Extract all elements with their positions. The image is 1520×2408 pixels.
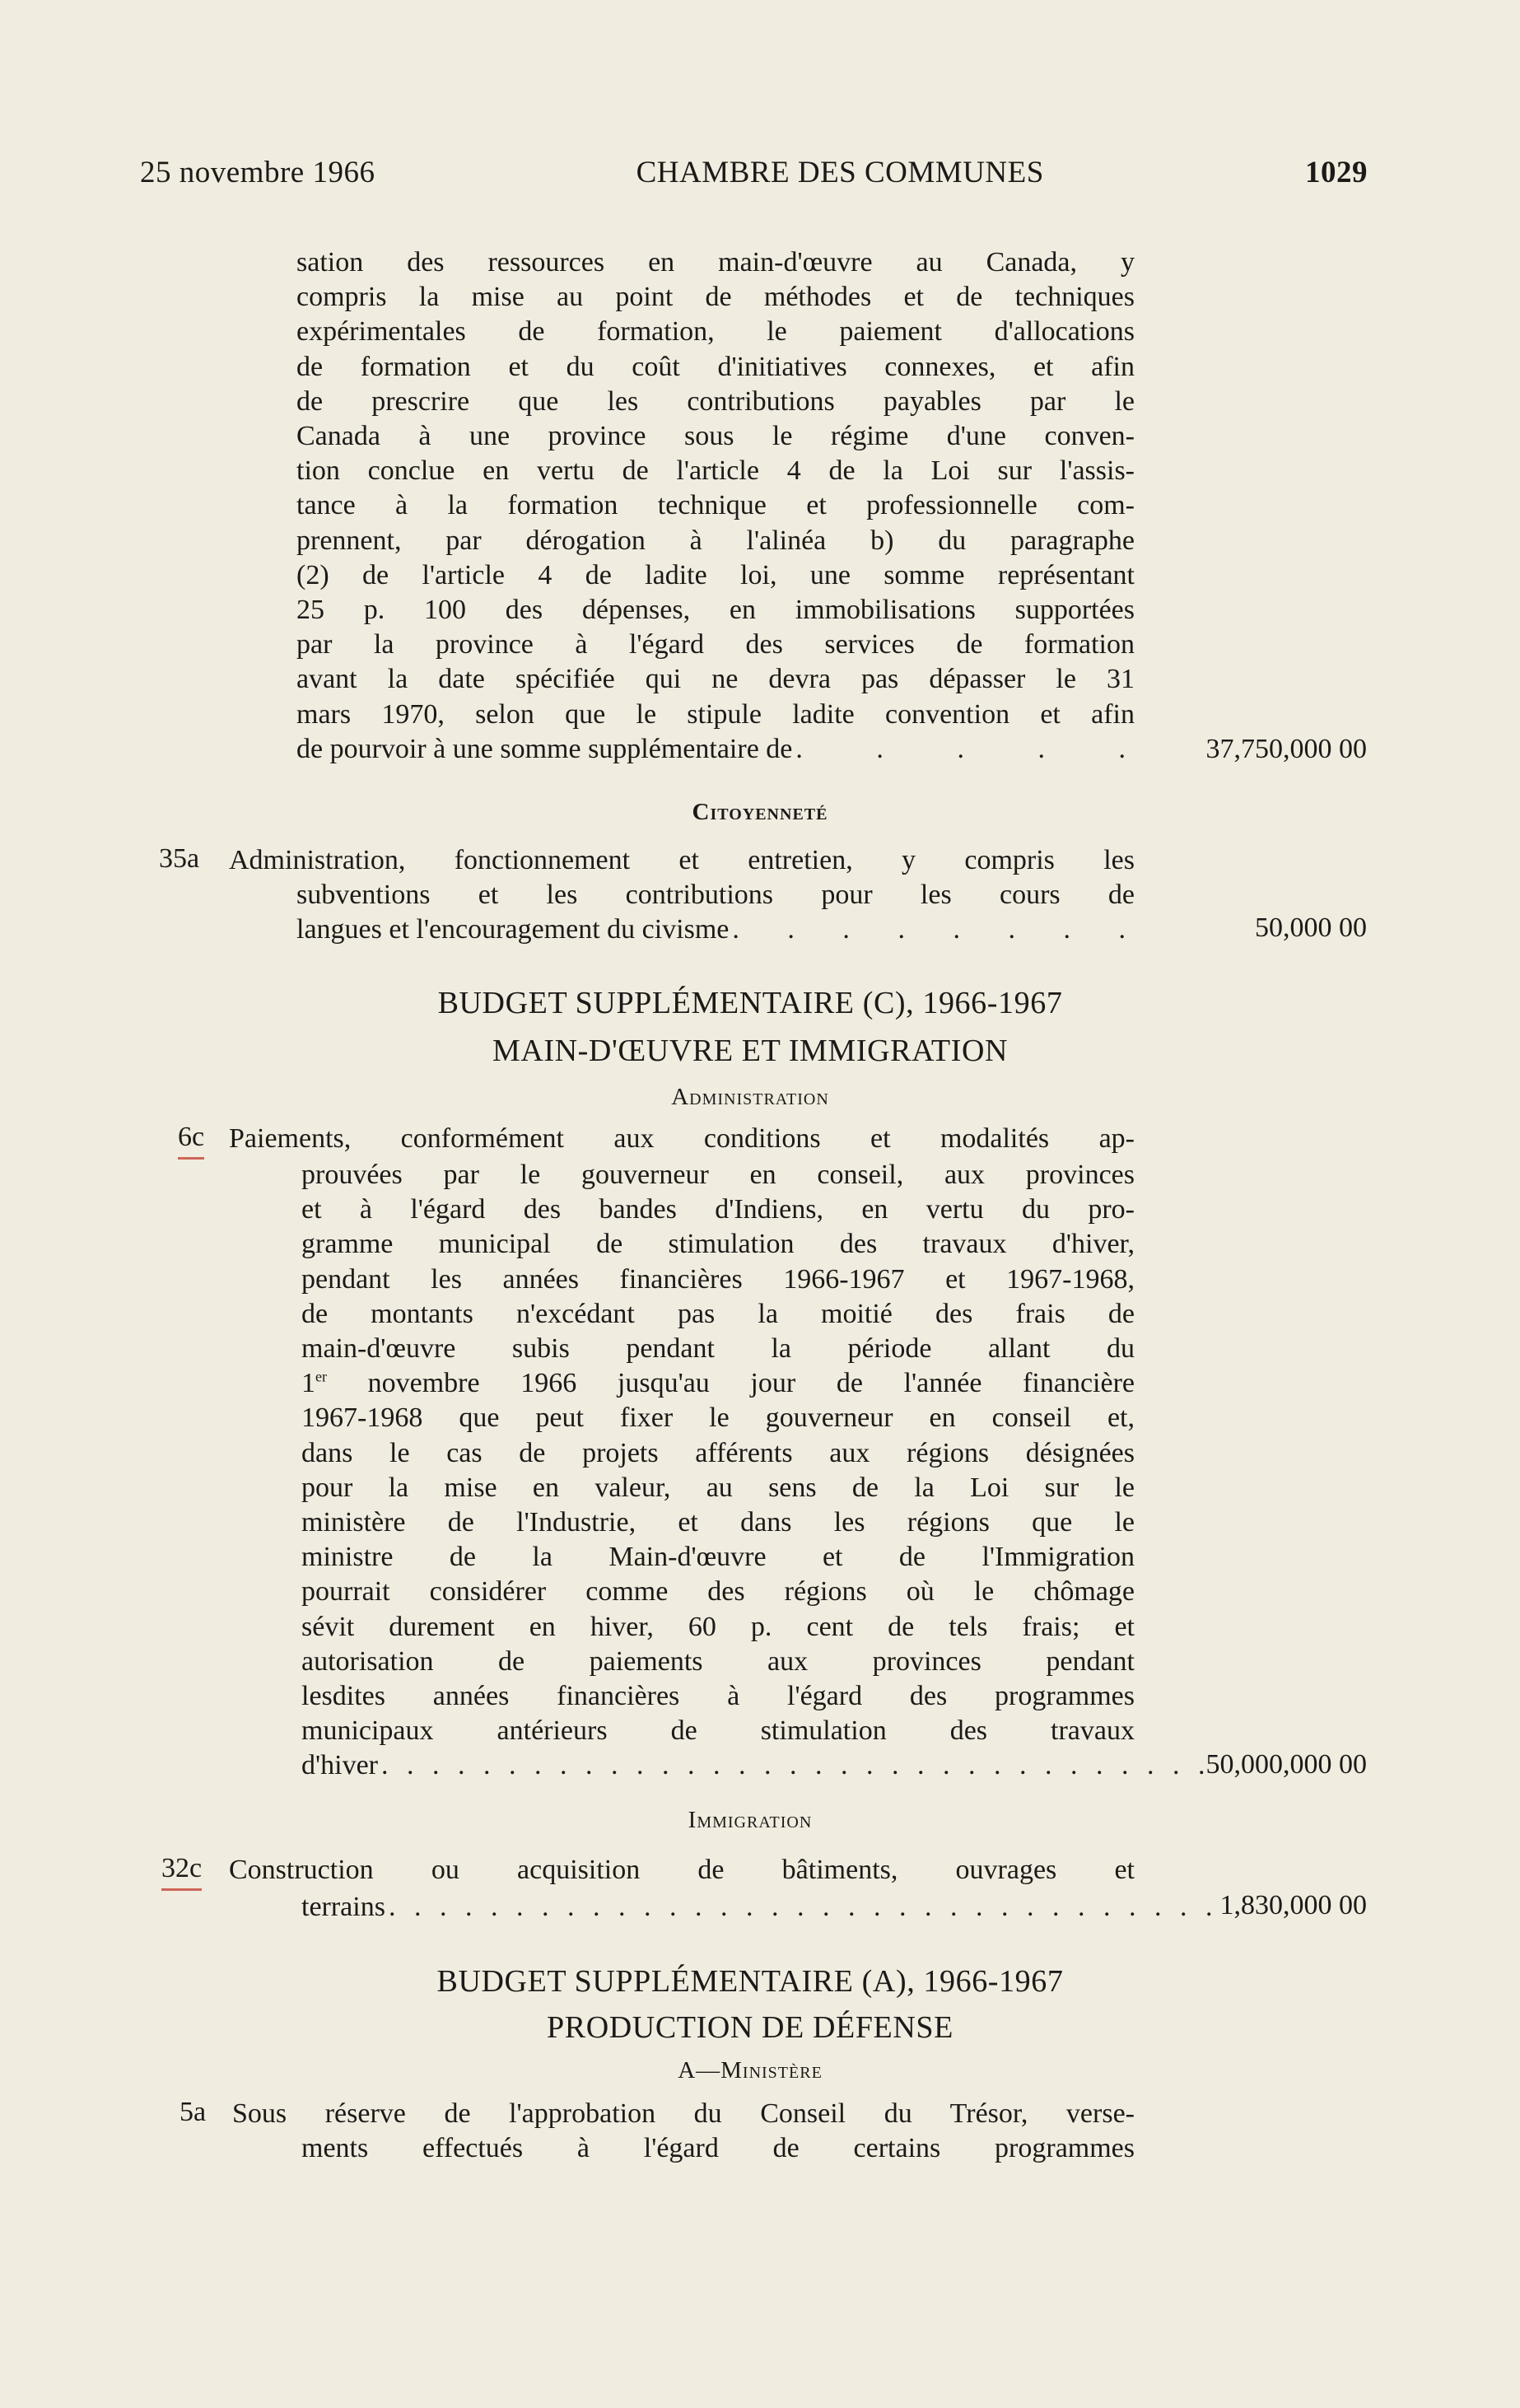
para-line: 25 p. 100 des dépenses, en immobilisations supportées <box>296 595 1135 626</box>
item-number-6c: 6c <box>178 1122 205 1152</box>
running-header <box>140 155 1368 190</box>
header-title: CHAMBRE DES COMMUNES <box>636 156 1044 189</box>
item-number-35a: 35a <box>159 843 200 874</box>
budget-c-ministry: MAIN-D'ŒUVRE ET IMMIGRATION <box>492 1034 1009 1068</box>
para-line: tion conclue en vertu de l'article 4 de la Loi sur l'assis- <box>296 455 1135 487</box>
amount-37750000: 37,750,000 00 <box>1205 734 1367 764</box>
para-line: tance à la formation technique et professionnelle com- <box>296 490 1135 521</box>
ordinal-number: 1 <box>301 1368 315 1399</box>
para-line: compris la mise au point de méthodes et de techniques <box>296 282 1135 313</box>
budget-a-ministry: PRODUCTION DE DÉFENSE <box>547 2010 953 2045</box>
section-heading-ministere: A—Ministère <box>678 2057 823 2084</box>
dot-leaders: . . . . . <box>795 733 1131 764</box>
para-line: expérimentales de formation, le paiement d'allocations <box>296 316 1135 348</box>
section-heading-citoyennete: Citoyenneté <box>692 799 828 825</box>
item-line: lesdites années financières à l'égard des programmes <box>301 1681 1135 1712</box>
para-line: (2) de l'article 4 de ladite loi, une somme représentant <box>296 559 1135 590</box>
item-line: et à l'égard des bandes d'Indiens, en vertu du pro- <box>301 1194 1135 1225</box>
para-line: avant la date spécifiée qui ne devra pas dépasser le 31 <box>296 664 1135 695</box>
dot-leaders: . . . . . . . . <box>732 914 1131 945</box>
item-line: ments effectués à l'égard de certains programmes <box>301 2133 1135 2163</box>
item-5a-first-line <box>232 2097 1135 2131</box>
amount-50000: 50,000 00 <box>1255 912 1367 943</box>
line-rest: novembre 1966 jusqu'au jour de l'année financière <box>326 1368 1135 1399</box>
para-line: prennent, par dérogation à l'alinéa b) du paragraphe <box>296 525 1135 556</box>
item-6c-text <box>301 1158 1211 1784</box>
item-32c-last-line <box>301 1890 1219 1925</box>
section-heading-immigration: Immigration <box>688 1807 813 1833</box>
item-32c-first-line <box>229 1853 1135 1888</box>
item-32c-text <box>301 1890 1219 1925</box>
item-35a-last-line <box>296 912 1135 947</box>
item-line: pendant les années financières 1966-1967 et 1967-1968, <box>301 1263 1135 1295</box>
item-line: Administration, fonctionnement et entretien, y compris les <box>229 845 1135 875</box>
item-line: pourrait considérer comme des régions où le chômage <box>301 1576 1135 1608</box>
item-last-text: d'hiver <box>301 1750 378 1781</box>
ordinal-suffix: er <box>315 1368 327 1385</box>
para-last-text: de pourvoir à une somme supplémentaire de <box>296 733 793 764</box>
item-5a-text <box>301 2131 1135 2166</box>
item-line: 1967-1968 que peut fixer le gouverneur en conseil et, <box>301 1402 1135 1434</box>
para-line: de prescrire que les contributions payables par le <box>296 385 1135 417</box>
item-35a-continuation <box>296 878 1135 947</box>
para-line: mars 1970, selon que le stipule ladite convention et afin <box>296 698 1135 730</box>
item-6c-first-line <box>229 1122 1135 1156</box>
item-line: prouvées par le gouverneur en conseil, aux provinces <box>301 1160 1135 1190</box>
para-line: Canada à une province sous le régime d'une conven- <box>296 421 1135 452</box>
amount-50000000: 50,000,000 00 <box>1205 1749 1367 1780</box>
amount-1830000: 1,830,000 00 <box>1219 1890 1367 1920</box>
item-last-text: langues et l'encouragement du civisme <box>296 914 730 945</box>
para-line: de formation et du coût d'initiatives connexes, et afin <box>296 351 1135 382</box>
item-line: sévit durement en hiver, 60 p. cent de tels frais; et <box>301 1611 1135 1642</box>
dot-leaders: . . . . . . . . . . . . . . . . . . . . . . . . . . . . . . . . . <box>381 1750 1211 1781</box>
page-number: 1029 <box>1305 156 1368 189</box>
item-line: Paiements, conformément aux conditions et modalités ap- <box>229 1123 1135 1154</box>
item-line: de montants n'excédant pas la moitié des frais de <box>301 1298 1135 1329</box>
item-line: Sous réserve de l'approbation du Conseil du Trésor, verse- <box>232 2098 1135 2129</box>
item-line: Construction ou acquisition de bâtiments, ouvrages et <box>229 1855 1135 1885</box>
item-line: municipaux antérieurs de stimulation des travaux <box>301 1715 1135 1747</box>
item-line: ministre de la Main-d'œuvre et de l'Immigration <box>301 1542 1135 1573</box>
item-line: gramme municipal de stimulation des travaux d'hiver, <box>301 1229 1135 1260</box>
section-heading-administration: Administration <box>671 1084 829 1110</box>
para-line: sation des ressources en main-d'œuvre au Canada, y <box>296 247 1135 278</box>
item-6c-last-line <box>301 1748 1211 1783</box>
budget-a-title: BUDGET SUPPLÉMENTAIRE (A), 1966-1967 <box>436 1964 1064 1999</box>
item-line: autorisation de paiements aux provinces pendant <box>301 1645 1135 1677</box>
item-number-32c: 32c <box>161 1853 203 1883</box>
continuation-paragraph <box>296 245 1135 767</box>
item-line: pour la mise en valeur, au sens de la Loi sur le <box>301 1472 1135 1503</box>
budget-c-title: BUDGET SUPPLÉMENTAIRE (C), 1966-1967 <box>437 986 1063 1020</box>
item-line-superscript <box>301 1366 1135 1401</box>
para-last-line <box>296 732 1135 767</box>
dot-leaders: . . . . . . . . . . . . . . . . . . . . . . . . . . . . . . . . . <box>388 1892 1219 1922</box>
item-last-text: terrains <box>301 1892 385 1922</box>
item-line: dans le cas de projets afférents aux régions désignées <box>301 1437 1135 1468</box>
item-35a-text <box>229 843 1135 878</box>
item-number-5a: 5a <box>180 2097 207 2127</box>
item-line: ministère de l'Industrie, et dans les régions que le <box>301 1507 1135 1538</box>
item-line: main-d'œuvre subis pendant la période allant du <box>301 1333 1135 1365</box>
item-line: subventions et les contributions pour les cours de <box>296 880 1135 910</box>
para-line: par la province à l'égard des services de formation <box>296 629 1135 660</box>
header-date: 25 novembre 1966 <box>140 156 375 189</box>
